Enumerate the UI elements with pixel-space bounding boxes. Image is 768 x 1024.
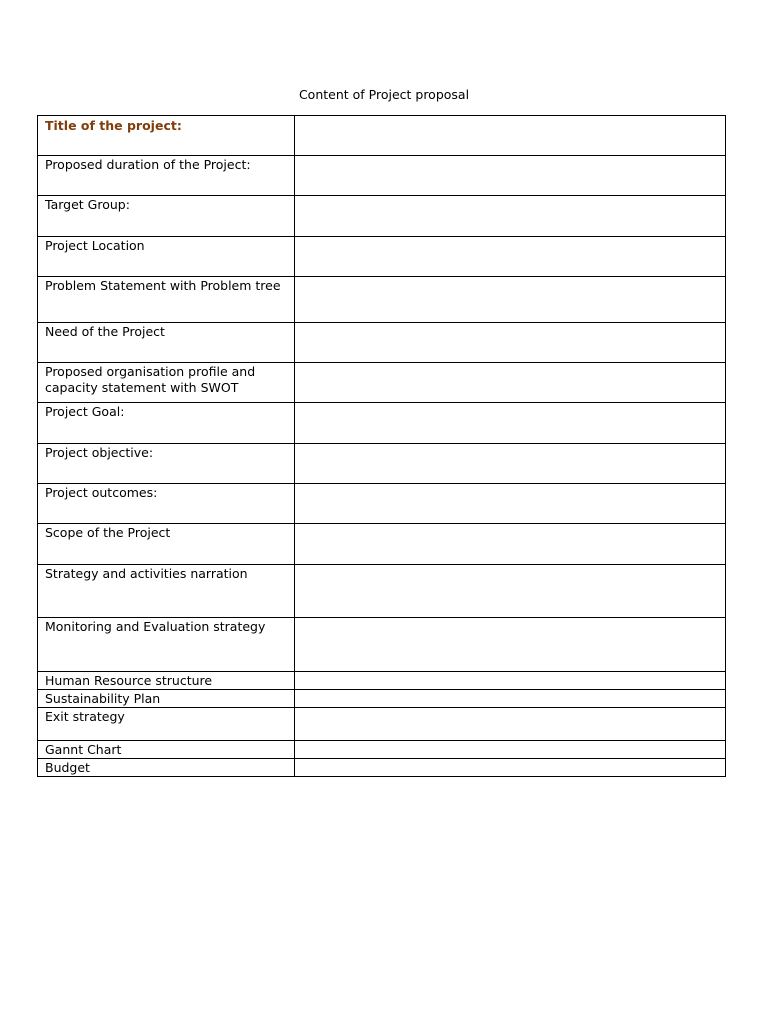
row-value-cell[interactable]: [295, 708, 726, 741]
row-value-cell[interactable]: [295, 363, 726, 403]
row-value-cell[interactable]: [295, 323, 726, 363]
row-value: [295, 156, 725, 157]
row-value: [295, 618, 725, 619]
table-row: [38, 116, 726, 156]
row-label: Project objective:: [45, 445, 154, 460]
table-row: [38, 618, 726, 672]
table-row: [38, 759, 726, 777]
row-value: [295, 444, 725, 445]
row-label-cell: [38, 708, 295, 741]
row-value-cell[interactable]: [295, 156, 726, 196]
row-label: Problem Statement with Problem tree: [45, 278, 281, 293]
table-row: [38, 363, 726, 403]
row-label: Monitoring and Evaluation strategy: [45, 619, 266, 634]
row-label: Human Resource structure: [45, 673, 213, 688]
row-label-cell: [38, 672, 295, 690]
row-label: Gannt Chart: [45, 742, 122, 757]
proposal-content-table: [37, 115, 726, 777]
row-label: Need of the Project: [45, 324, 165, 339]
row-value: [295, 116, 725, 117]
row-label-cell: [38, 741, 295, 759]
row-value-cell[interactable]: [295, 690, 726, 708]
row-label-cell: [38, 323, 295, 363]
row-value-cell[interactable]: [295, 759, 726, 777]
row-label-cell: [38, 524, 295, 565]
row-label-cell: [38, 156, 295, 196]
row-value-cell[interactable]: [295, 116, 726, 156]
row-value: [295, 323, 725, 324]
row-label-cell: [38, 277, 295, 323]
row-label-cell: [38, 759, 295, 777]
table-row: [38, 156, 726, 196]
table-row: [38, 741, 726, 759]
row-value-cell[interactable]: [295, 403, 726, 444]
row-label: Project Location: [45, 238, 145, 253]
table-row: [38, 237, 726, 277]
document-title: Content of Project proposal: [298, 87, 470, 102]
row-value: [295, 524, 725, 525]
row-label: Strategy and activities narration: [45, 566, 248, 581]
row-value: [295, 690, 725, 691]
row-value-cell[interactable]: [295, 618, 726, 672]
table-row: [38, 690, 726, 708]
row-value-cell[interactable]: [295, 565, 726, 618]
row-label: Budget: [45, 760, 90, 775]
table-row: [38, 565, 726, 618]
row-label: Proposed organisation profile and capacity statement with SWOT: [45, 364, 256, 395]
table-row: [38, 444, 726, 484]
row-label-cell: [38, 196, 295, 237]
row-label-cell: [38, 444, 295, 484]
row-value-cell[interactable]: [295, 672, 726, 690]
row-label-cell: [38, 484, 295, 524]
table-row: [38, 524, 726, 565]
table-row: [38, 277, 726, 323]
row-label-cell: [38, 116, 295, 156]
row-value: [295, 741, 725, 742]
row-value-cell[interactable]: [295, 484, 726, 524]
row-value: [295, 565, 725, 566]
row-value: [295, 484, 725, 485]
row-value: [295, 672, 725, 673]
row-value: [295, 708, 725, 709]
row-value: [295, 403, 725, 404]
table-row: [38, 672, 726, 690]
row-value: [295, 237, 725, 238]
row-label-cell: [38, 618, 295, 672]
table-row: [38, 323, 726, 363]
row-value: [295, 277, 725, 278]
row-value: [295, 363, 725, 364]
row-label-cell: [38, 565, 295, 618]
row-value-cell[interactable]: [295, 741, 726, 759]
row-label-cell: [38, 690, 295, 708]
row-label: Exit strategy: [45, 709, 125, 724]
row-label-cell: [38, 363, 295, 403]
row-value-cell[interactable]: [295, 277, 726, 323]
row-label: Proposed duration of the Project:: [45, 157, 251, 172]
row-value-cell[interactable]: [295, 444, 726, 484]
row-label: Scope of the Project: [45, 525, 171, 540]
row-label: Project outcomes:: [45, 485, 158, 500]
table-row: [38, 484, 726, 524]
row-value-cell[interactable]: [295, 237, 726, 277]
row-value: [295, 759, 725, 760]
table-row: [38, 196, 726, 237]
row-label: Sustainability Plan: [45, 691, 161, 706]
row-label: Project Goal:: [45, 404, 125, 419]
row-value-cell[interactable]: [295, 196, 726, 237]
row-label: Title of the project:: [45, 118, 182, 133]
row-label: Target Group:: [45, 197, 130, 212]
table-row: [38, 708, 726, 741]
row-value: [295, 196, 725, 197]
row-value-cell[interactable]: [295, 524, 726, 565]
row-label-cell: [38, 237, 295, 277]
row-label-cell: [38, 403, 295, 444]
table-row: [38, 403, 726, 444]
